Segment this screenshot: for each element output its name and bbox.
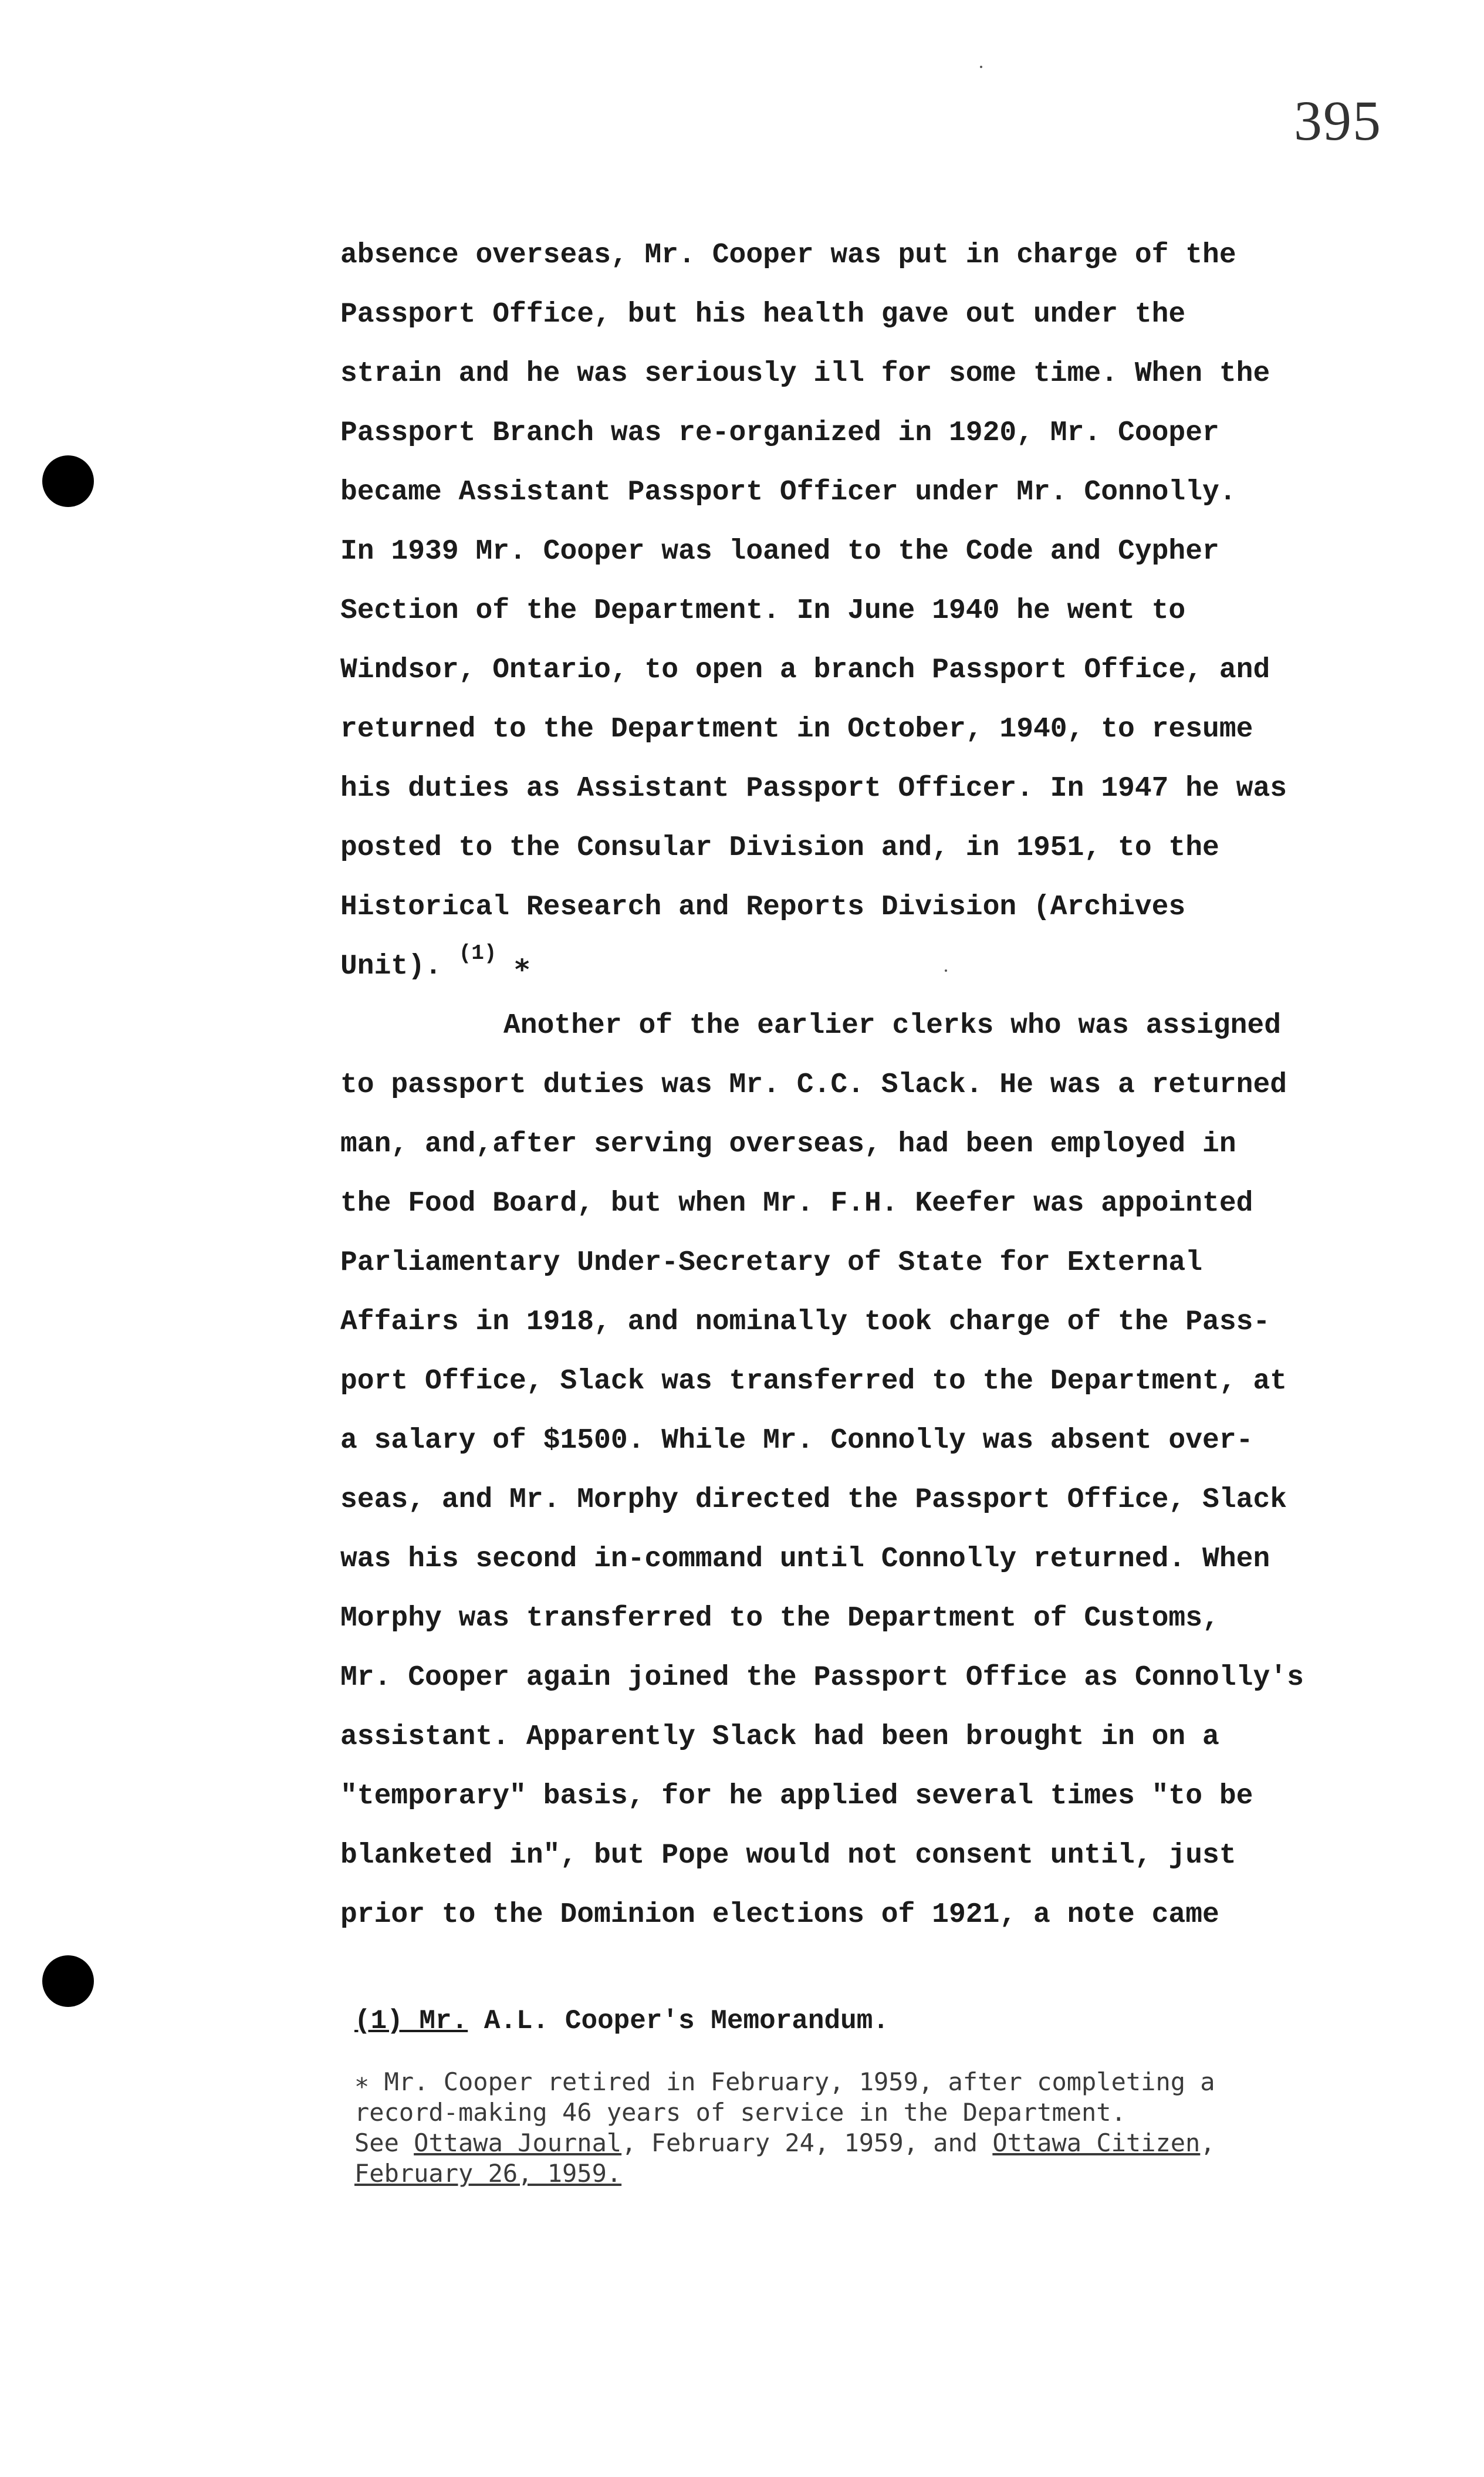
footnote-2-line: record-making 46 years of service in the Department. xyxy=(354,2098,1126,2127)
body-line: returned to the Department in October, 1940, to resume xyxy=(340,714,1253,745)
body-line: became Assistant Passport Officer under Mr. Connolly. xyxy=(340,477,1236,508)
footnote-2-text: , xyxy=(1200,2128,1215,2157)
footnote-2-line xyxy=(354,2128,1387,2158)
body-line: absence overseas, Mr. Cooper was put in charge of the xyxy=(340,239,1236,271)
body-line: blanketed in", but Pope would not consent until, just xyxy=(340,1840,1236,1871)
body-line: was his second in-command until Connolly returned. When xyxy=(340,1543,1270,1575)
footnote-2-line: ∗ Mr. Cooper retired in February, 1959, after completing a xyxy=(354,2067,1215,2096)
body-line: man, and,after serving overseas, had been employed in xyxy=(340,1128,1236,1160)
punch-hole-top xyxy=(42,455,94,507)
footnote-star-marker: ∗ xyxy=(513,951,531,982)
page-number: 395 xyxy=(1294,89,1382,152)
punch-hole-bottom xyxy=(42,1955,94,2007)
body-line: strain and he was seriously ill for some time. When the xyxy=(340,358,1270,390)
body-line: to passport duties was Mr. C.C. Slack. He was a returned xyxy=(340,1069,1287,1101)
body-line: assistant. Apparently Slack had been brought in on a xyxy=(340,1721,1219,1753)
footnote-1-text: A.L. Cooper's Memorandum. xyxy=(468,2006,889,2036)
body-line: Affairs in 1918, and nominally took charge of the Pass- xyxy=(340,1306,1270,1338)
body-line: the Food Board, but when Mr. F.H. Keefer was appointed xyxy=(340,1188,1253,1219)
footnote-2 xyxy=(354,2067,1387,2189)
body-line: prior to the Dominion elections of 1921, a note came xyxy=(340,1899,1219,1931)
body-line: posted to the Consular Division and, in 1951, to the xyxy=(340,832,1219,864)
footnote-2-line: February 26, 1959. xyxy=(354,2159,622,2188)
body-line: Historical Research and Reports Division (Archives xyxy=(340,891,1186,923)
body-line: a salary of $1500. While Mr. Connolly was absent over- xyxy=(340,1425,1253,1457)
body-line-text: Unit). xyxy=(340,951,442,982)
body-line: Morphy was transferred to the Department of Customs, xyxy=(340,1603,1219,1634)
body-line: Passport Office, but his health gave out under the xyxy=(340,299,1186,330)
footnote-reference: (1) xyxy=(458,941,497,965)
body-line: Mr. Cooper again joined the Passport Office as Connolly's xyxy=(340,1662,1304,1694)
footnote-1-marker: (1) Mr. xyxy=(354,2006,468,2036)
body-line: his duties as Assistant Passport Officer. In 1947 he was xyxy=(340,773,1287,805)
body-text xyxy=(340,226,1361,1945)
body-line-paragraph-start: Another of the earlier clerks who was assigned xyxy=(503,1010,1282,1042)
body-line: seas, and Mr. Morphy directed the Passport Office, Slack xyxy=(340,1484,1287,1516)
footnote-2-text: See xyxy=(354,2128,414,2157)
footnote-1 xyxy=(354,2006,889,2036)
body-line: In 1939 Mr. Cooper was loaned to the Code and Cypher xyxy=(340,536,1219,567)
body-line-with-footnote-ref xyxy=(340,937,1361,996)
footnote-2-text: , February 24, 1959, and xyxy=(621,2128,993,2157)
scan-speck xyxy=(980,66,982,68)
body-line: Section of the Department. In June 1940 he went to xyxy=(340,595,1186,627)
body-line: Passport Branch was re-organized in 1920, Mr. Cooper xyxy=(340,417,1219,449)
body-line: Parliamentary Under-Secretary of State for External xyxy=(340,1247,1203,1279)
body-line: Windsor, Ontario, to open a branch Passport Office, and xyxy=(340,654,1270,686)
ottawa-citizen-citation: Ottawa Citizen xyxy=(992,2128,1201,2157)
body-line: port Office, Slack was transferred to the Department, at xyxy=(340,1366,1287,1397)
ottawa-journal-citation: Ottawa Journal xyxy=(414,2128,622,2157)
body-line: "temporary" basis, for he applied several times "to be xyxy=(340,1780,1253,1812)
